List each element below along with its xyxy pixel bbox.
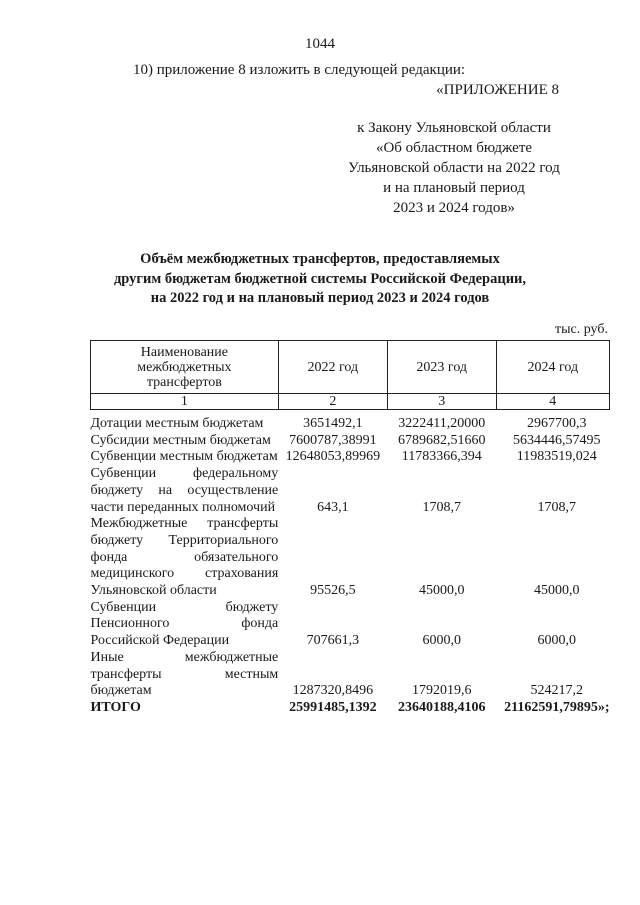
transfer-name: Субсидии местным бюджетам <box>90 432 271 448</box>
total-2022: 25991485,1392 <box>289 699 377 715</box>
total-2024: 21162591,79895»; <box>504 699 610 715</box>
transfer-name: Субвенции местным бюджетам <box>90 449 278 465</box>
column-number: 1 <box>91 394 279 410</box>
title-line: на 2022 год и на плановый период 2023 и 2024 годов <box>150 290 490 306</box>
law-reference <box>304 118 604 218</box>
value-2024: 45000,0 <box>534 583 580 599</box>
transfer-name: Дотации местным бюджетам <box>90 416 264 431</box>
value-2023: 1792019,6 <box>411 683 472 699</box>
value-2022: 643,1 <box>317 499 349 515</box>
table-header-row <box>91 341 610 394</box>
value-2023: 1708,7 <box>422 499 461 515</box>
table-row <box>91 449 610 466</box>
law-reference-line: 2023 и 2024 годов» <box>393 200 515 216</box>
value-2022: 1287320,8496 <box>292 683 374 699</box>
total-2023: 23640188,4106 <box>397 699 486 715</box>
table-row <box>91 466 610 516</box>
column-number-row <box>91 394 610 410</box>
title-line: другим бюджетам бюджетной системы Российской Федерации, <box>113 270 527 287</box>
value-2022: 707661,3 <box>306 633 360 649</box>
title-line: Объём межбюджетных трансфертов, предоставляемых <box>140 251 500 267</box>
value-2022: 7600787,38991 <box>289 432 377 448</box>
transfers-table <box>90 340 610 716</box>
law-reference-line: «Об областном бюджете <box>375 140 533 156</box>
column-number: 4 <box>496 394 609 410</box>
column-number: 2 <box>278 394 387 410</box>
transfer-name: Субвенции федеральному бюджету на осуществление части переданных полномочий <box>90 466 279 515</box>
total-label: ИТОГО <box>90 699 141 715</box>
value-2022: 3651492,1 <box>303 416 363 431</box>
value-2023: 6000,0 <box>422 633 461 649</box>
value-2023: 6789682,51660 <box>397 432 486 448</box>
column-number: 3 <box>387 394 496 410</box>
table-row <box>91 433 610 450</box>
law-reference-line: к Закону Ульяновской области <box>357 120 551 136</box>
total-row <box>91 700 610 716</box>
amendment-intro: 10) приложение 8 изложить в следующей редакции: <box>133 62 466 78</box>
law-reference-line: и на плановый период <box>383 180 525 196</box>
transfer-name: Иные межбюджетные трансферты местным бюджетам <box>90 649 279 699</box>
law-reference-line: Ульяновской области на 2022 год <box>348 160 560 176</box>
value-2024: 524217,2 <box>530 683 584 699</box>
value-2022: 12648053,89969 <box>285 449 381 465</box>
value-2024: 5634446,57495 <box>513 432 601 448</box>
page-number: 1044 <box>305 36 335 52</box>
value-2024: 1708,7 <box>537 499 577 515</box>
value-2023: 3222411,20000 <box>398 416 486 431</box>
value-2024: 11983519,024 <box>516 449 597 465</box>
header-2024: 2024 год <box>496 341 609 394</box>
table-row <box>91 410 610 433</box>
value-2022: 95526,5 <box>310 583 356 599</box>
value-2023: 11783366,394 <box>401 449 482 465</box>
appendix-label: «ПРИЛОЖЕНИЕ 8 <box>436 82 559 98</box>
value-2024: 2967700,3 <box>527 416 587 431</box>
value-2024: 6000,0 <box>537 633 577 649</box>
table-row <box>91 600 610 650</box>
units-label: тыс. руб. <box>555 322 608 337</box>
document-title <box>0 250 640 309</box>
transfer-name: Межбюджетные трансферты бюджету Территориального фонда обязательного медицинского страхования Ульяновской области <box>90 516 279 599</box>
header-name: Наименование межбюджетных трансфертов <box>91 341 279 394</box>
value-2023: 45000,0 <box>418 583 465 599</box>
header-2023: 2023 год <box>387 341 496 394</box>
header-2022: 2022 год <box>278 341 387 394</box>
table-row <box>91 516 610 600</box>
table-row <box>91 650 610 700</box>
transfer-name: Субвенции бюджету Пенсионного фонда Российской Федерации <box>90 599 279 649</box>
